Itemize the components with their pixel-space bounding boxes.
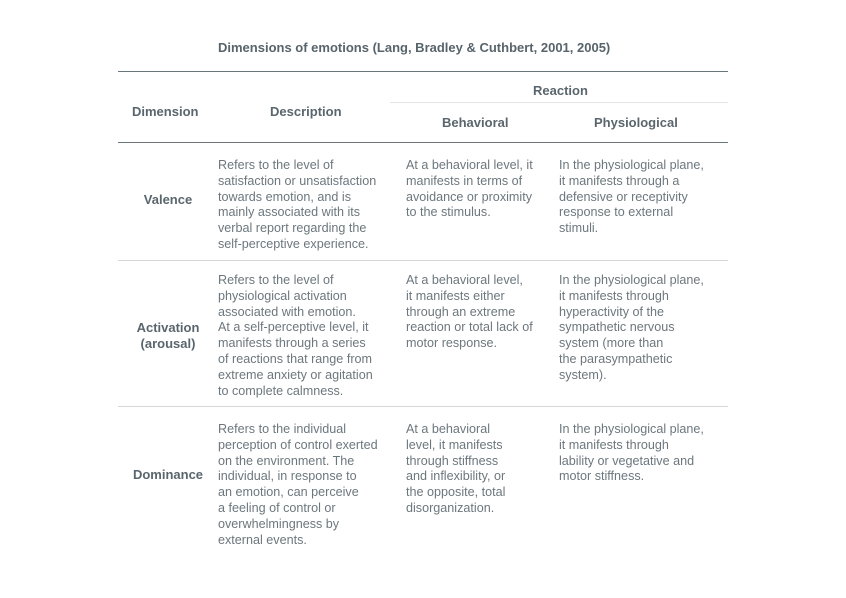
cell-line: on the environment. The: [218, 453, 355, 468]
cell-line: perception of control exerted: [218, 437, 378, 452]
row-physiological-dominance: [559, 422, 704, 485]
cell-line: motor stiffness.: [559, 469, 645, 484]
cell-line: system).: [559, 367, 607, 382]
cell-line: towards emotion, and is: [218, 189, 352, 204]
cell-line: Dominance: [132, 467, 204, 482]
cell-line: a feeling of control or: [218, 500, 336, 515]
header-reaction: Reaction: [533, 83, 588, 98]
cell-line: avoidance or proximity: [406, 189, 532, 204]
cell-line: At a behavioral level,: [406, 273, 523, 287]
header-description: Description: [270, 104, 342, 119]
cell-line: to complete calmness.: [218, 383, 344, 398]
cell-line: reaction or total lack of: [406, 320, 533, 335]
cell-line: verbal report regarding the: [218, 221, 367, 236]
cell-line: it manifests through a: [559, 173, 680, 188]
cell-line: (arousal): [140, 336, 196, 351]
cell-line: extreme anxiety or agitation: [218, 367, 373, 382]
row-physiological-activation: [559, 273, 704, 384]
cell-line: defensive or receptivity: [559, 189, 688, 204]
header-dimension: Dimension: [132, 104, 199, 119]
cell-line: physiological activation: [218, 288, 347, 303]
cell-line: stimuli.: [559, 221, 599, 236]
row-dimension-valence: [118, 192, 218, 208]
cell-line: to the stimulus.: [406, 205, 491, 220]
cell-line: system (more than: [559, 336, 664, 351]
cell-line: satisfaction or unsatisfaction: [218, 173, 377, 188]
cell-line: through stiffness: [406, 453, 499, 468]
cell-line: At a self-perceptive level, it: [218, 320, 369, 335]
row-behavioral-dominance: [406, 422, 505, 517]
cell-line: motor response.: [406, 336, 497, 351]
cell-line: the parasympathetic: [559, 351, 673, 366]
cell-line: Refers to the level of: [218, 158, 334, 172]
header-bottom-rule: [118, 142, 728, 143]
cell-line: At a behavioral level, it: [406, 158, 533, 172]
cell-line: associated with emotion.: [218, 304, 356, 319]
cell-line: In the physiological plane,: [559, 158, 704, 172]
cell-line: In the physiological plane,: [559, 273, 704, 287]
cell-line: level, it manifests: [406, 437, 503, 452]
cell-line: of reactions that range from: [218, 351, 373, 366]
row-description-activation: [218, 273, 373, 399]
cell-line: it manifests through: [559, 288, 669, 303]
cell-line: manifests through a series: [218, 336, 366, 351]
cell-line: Refers to the level of: [218, 273, 334, 287]
cell-line: Refers to the individual: [218, 422, 347, 436]
table-title: Dimensions of emotions (Lang, Bradley & Cuthbert, 2001, 2005): [218, 40, 611, 55]
row-dimension-dominance: [118, 467, 218, 483]
row-dimension-activation: [118, 320, 218, 352]
cell-line: and inflexibility, or: [406, 469, 506, 484]
cell-line: through an extreme: [406, 304, 516, 319]
row-description-valence: [218, 158, 376, 253]
cell-line: disorganization.: [406, 500, 495, 515]
header-behavioral: Behavioral: [442, 115, 509, 130]
cell-line: an emotion, can perceive: [218, 485, 359, 500]
cell-line: individual, in response to: [218, 469, 357, 484]
cell-line: hyperactivity of the: [559, 304, 664, 319]
cell-line: sympathetic nervous: [559, 320, 675, 335]
cell-line: the opposite, total: [406, 485, 506, 500]
cell-line: it manifests either: [406, 288, 505, 303]
cell-line: response to external: [559, 205, 674, 220]
cell-line: lability or vegetative and: [559, 453, 695, 468]
row-divider-1: [118, 260, 728, 261]
cell-line: it manifests through: [559, 437, 669, 452]
cell-line: At a behavioral: [406, 422, 491, 436]
row-divider-2: [118, 406, 728, 407]
cell-line: external events.: [218, 532, 307, 547]
row-physiological-valence: [559, 158, 704, 237]
row-behavioral-activation: [406, 273, 533, 352]
table-top-rule: [118, 71, 728, 72]
cell-line: In the physiological plane,: [559, 422, 704, 436]
cell-line: Activation: [136, 320, 200, 335]
row-description-dominance: [218, 422, 378, 548]
cell-line: self-perceptive experience.: [218, 236, 369, 251]
row-behavioral-valence: [406, 158, 533, 221]
cell-line: mainly associated with its: [218, 205, 361, 220]
cell-line: Valence: [143, 192, 193, 207]
header-physiological: Physiological: [594, 115, 678, 130]
cell-line: overwhelmingness by: [218, 516, 340, 531]
cell-line: manifests in terms of: [406, 173, 523, 188]
reaction-subrule: [390, 102, 728, 103]
